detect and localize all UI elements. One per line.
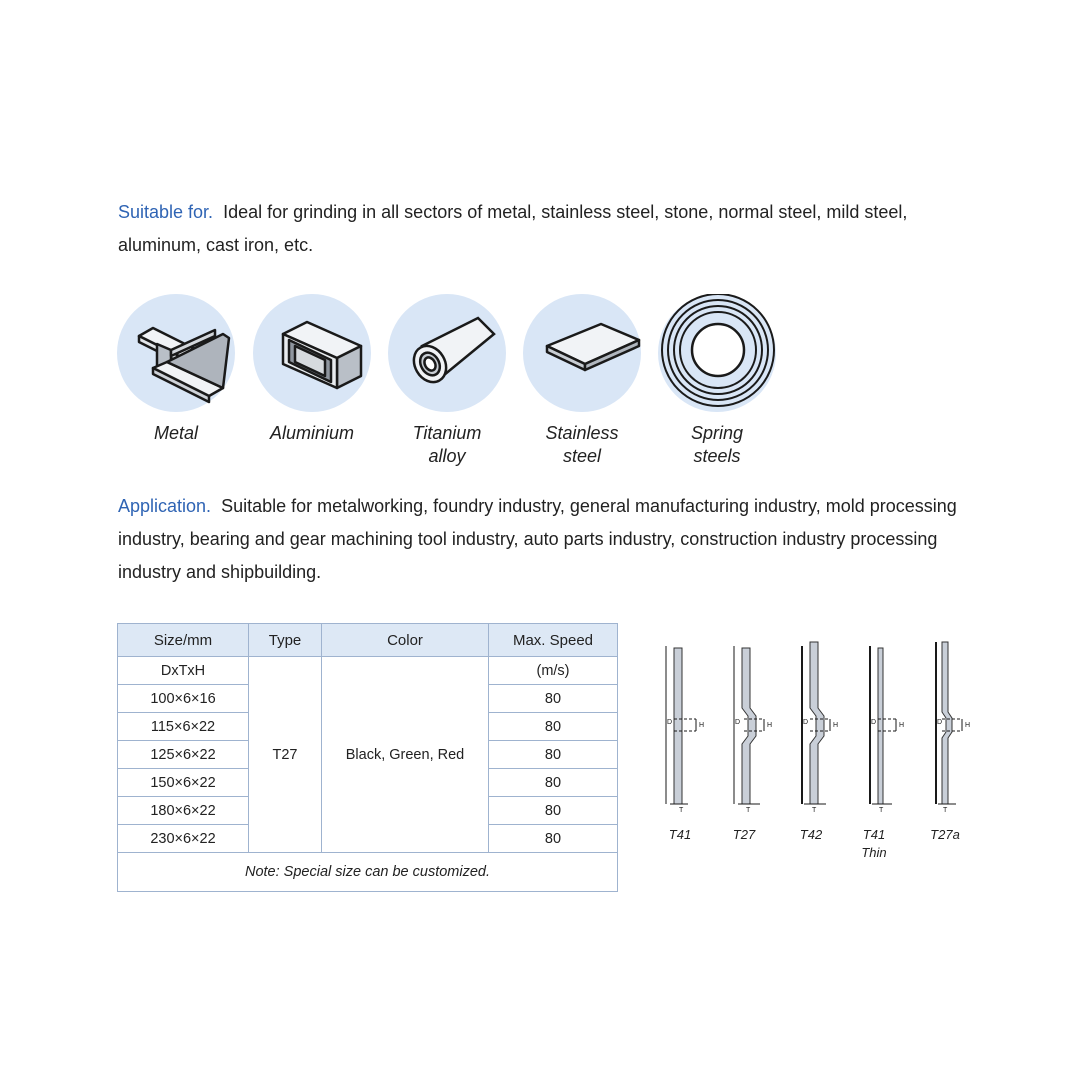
dim-d-label: D <box>735 719 741 726</box>
dim-t-label: T <box>746 807 751 814</box>
application-paragraph <box>118 490 968 589</box>
dim-d-label: D <box>803 719 809 726</box>
dim-h-label: H <box>899 722 905 729</box>
dim-t-label: T <box>812 807 817 814</box>
speed-cell: 80 <box>489 685 618 713</box>
subheader-speed: (m/s) <box>489 657 618 685</box>
speed-cell: 80 <box>489 769 618 797</box>
dim-t-label: T <box>679 807 684 814</box>
material-label-line2: steels <box>693 446 741 466</box>
color-cell: Black, Green, Red <box>322 657 489 853</box>
wheel-type-label <box>849 826 899 862</box>
dim-h-label: H <box>965 722 971 729</box>
size-cell: 150×6×22 <box>118 769 249 797</box>
material-label-line1: Titanium <box>412 423 482 443</box>
material-label-line1: Spring <box>690 423 744 443</box>
material-stainless <box>522 294 642 468</box>
material-spring <box>657 294 777 468</box>
dim-h-label: H <box>833 722 839 729</box>
material-titanium <box>387 294 507 468</box>
wheel-type-label <box>719 826 769 844</box>
wheel-types-diagram <box>652 636 982 876</box>
suitable-for-lead: Suitable for. <box>118 202 214 222</box>
dim-t-label: T <box>879 807 884 814</box>
wheel-type-name: T27 <box>732 827 756 842</box>
table-header-row <box>118 624 618 657</box>
dim-t-label: T <box>943 807 948 814</box>
dim-d-label: D <box>937 719 943 726</box>
dim-h-label: H <box>699 722 705 729</box>
wheel-type-name: T42 <box>799 827 823 842</box>
wheel-type-label <box>920 826 970 844</box>
suitable-for-text: Ideal for grinding in all sectors of metal, stainless steel, stone, normal steel, mild steel, aluminum, cast iron, etc. <box>118 202 908 255</box>
wheel-type-label <box>786 826 836 844</box>
dim-h-label: H <box>767 722 773 729</box>
speed-cell: 80 <box>489 825 618 853</box>
type-cell: T27 <box>249 657 322 853</box>
header-color: Color <box>322 624 489 657</box>
header-max-speed: Max. Speed <box>489 624 618 657</box>
coil-icon <box>658 294 776 412</box>
wheel-type-name: T41 <box>668 827 692 842</box>
materials-row <box>116 294 796 474</box>
wheel-type-label <box>655 826 705 844</box>
size-cell: 180×6×22 <box>118 797 249 825</box>
wheel-type-name: T27a <box>930 827 960 842</box>
subheader-size: DxTxH <box>118 657 249 685</box>
header-size: Size/mm <box>118 624 249 657</box>
wheel-type-name: T41 <box>862 827 886 842</box>
suitable-for-paragraph <box>118 196 968 262</box>
material-label-line1: Aluminium <box>269 423 355 443</box>
application-text: Suitable for metalworking, foundry industry, general manufacturing industry, mold processing industry, bearing and gear machining tool industry, auto parts industry, construction industry processing industry and shipbuilding. <box>118 496 957 582</box>
application-lead: Application. <box>118 496 212 516</box>
dim-d-label: D <box>667 719 673 726</box>
speed-cell: 80 <box>489 797 618 825</box>
material-aluminium <box>252 294 372 445</box>
dim-d-label: D <box>871 719 877 726</box>
speed-cell: 80 <box>489 741 618 769</box>
table-note: Note: Special size can be customized. <box>118 853 618 892</box>
table-row <box>118 657 618 685</box>
square-tube-icon <box>253 294 371 412</box>
wheel-profiles <box>652 636 982 826</box>
size-cell: 230×6×22 <box>118 825 249 853</box>
size-cell: 125×6×22 <box>118 741 249 769</box>
speed-cell: 80 <box>489 713 618 741</box>
size-cell: 115×6×22 <box>118 713 249 741</box>
material-label-line1: Stainless <box>545 423 619 443</box>
material-label-line1: Metal <box>153 423 198 443</box>
spec-table <box>117 623 618 892</box>
wheel-type-subname: Thin <box>861 845 887 860</box>
round-tube-icon <box>388 294 506 412</box>
material-label-line2: steel <box>562 446 602 466</box>
header-type: Type <box>249 624 322 657</box>
table-note-row <box>118 853 618 892</box>
material-label-line2: alloy <box>428 446 466 466</box>
size-cell: 100×6×16 <box>118 685 249 713</box>
i-beam-icon <box>117 294 235 412</box>
flat-bar-icon <box>523 294 641 412</box>
material-metal <box>116 294 236 445</box>
